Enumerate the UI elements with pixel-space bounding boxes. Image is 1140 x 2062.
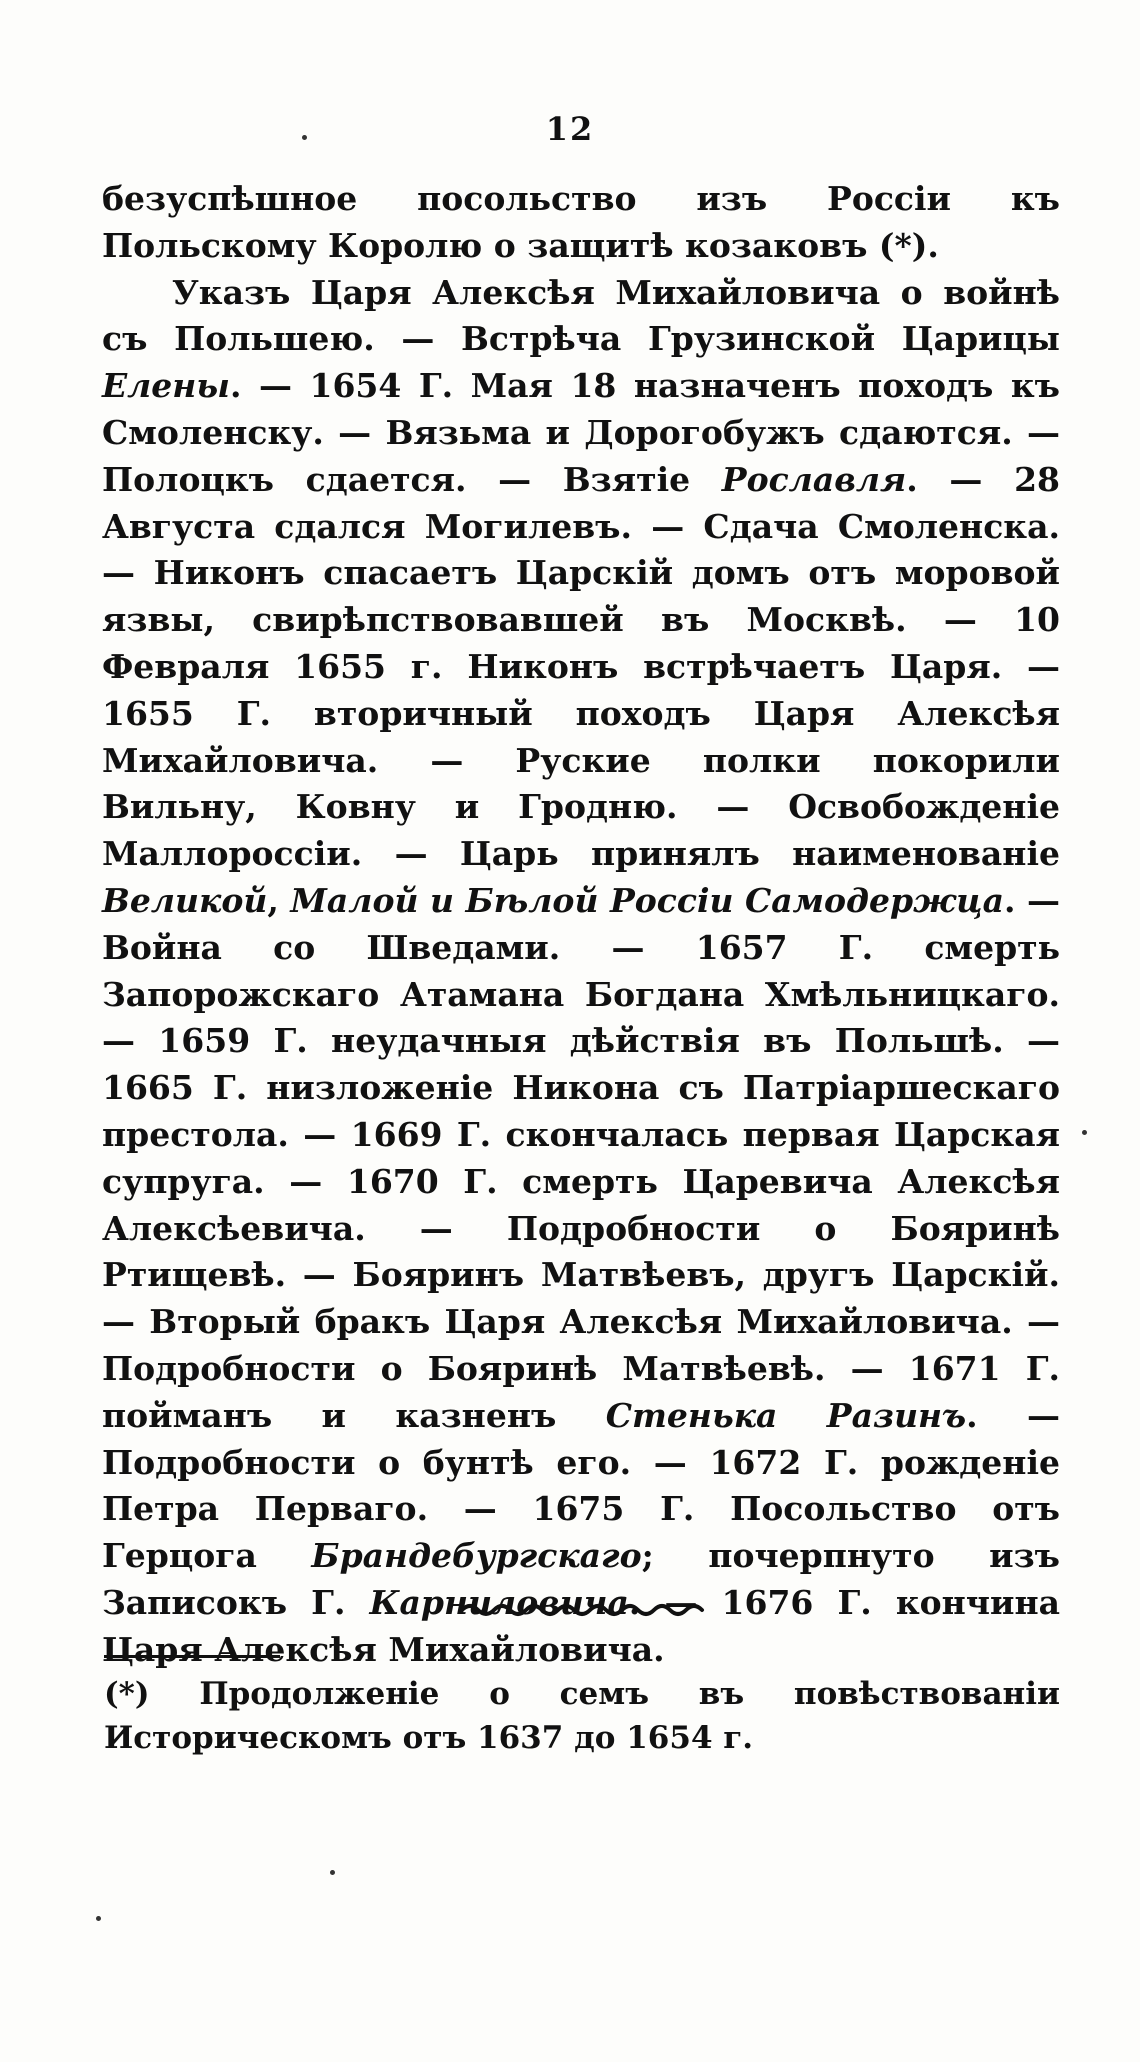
text-segment: Указъ Царя Алексѣя Михайловича о войнѣ съ Польшею. — Встрѣча Грузинской Царицы (102, 272, 1060, 359)
italic-text-segment: Елены (102, 366, 230, 406)
italic-text-segment: Стенька Разинъ (605, 1395, 967, 1435)
print-speck (302, 135, 307, 140)
footnote: (*) Продолженіе о семъ въ повѣствованіи Историческомъ отъ 1637 до 1654 г. (104, 1676, 1060, 1756)
text-segment: . — Подробности о бунтѣ его. — 1672 Г. рожденіе Петра Перваго. — 1675 Г. Посольство отъ Герцога (102, 1395, 1061, 1576)
print-speck (330, 1870, 335, 1875)
print-speck (96, 1916, 101, 1921)
footnote-rule (104, 1655, 280, 1658)
italic-text-segment: Малой и Бѣлой Россіи Самодержца (290, 880, 1005, 920)
body-paragraph (102, 176, 1060, 270)
body-paragraph (102, 270, 1060, 1674)
text-segment: . — 1654 Г. Мая 18 назначенъ походъ къ Смоленску. — Вязьма и Дорогобужъ сдаются. — Полоцкъ сдается. — Взятіе (102, 366, 1060, 499)
ornament-divider (458, 1600, 708, 1620)
italic-text-segment: Карниловича (369, 1582, 629, 1622)
italic-text-segment: Брандебургскаго (311, 1536, 642, 1576)
italic-text-segment: Великой (102, 880, 268, 920)
text-segment: безуспѣшное посольство изъ Россіи къ Польскому Королю о защитѣ козаковъ (*). (102, 179, 1060, 265)
text-segment: . — 1676 Г. кончина Царя Алексѣя Михайловича. (102, 1582, 1061, 1669)
chapter-summary-text (102, 176, 1060, 1674)
text-segment: , (267, 880, 291, 920)
text-segment: . — 28 Августа сдался Могилевъ. — Сдача Смоленска. — Никонъ спасаетъ Царскій домъ отъ моровой язвы, свирѣпствовавшей въ Москвѣ. — 10 Февраля 1655 г. Никонъ встрѣчаетъ Царя. — 1655 Г. вторичный походъ Царя Алексѣя Михайловича. — Руские полки покорили Вильну, Ковну и Гродню. — Освобожденіе Маллороссіи. — Царь принялъ наименованіе (102, 459, 1060, 874)
text-segment: ; почерпнуто изъ Записокъ Г. (102, 1536, 1060, 1622)
italic-text-segment: Рославля (721, 459, 907, 499)
page-number: 12 (545, 110, 595, 148)
text-segment: . — Война со Шведами. — 1657 Г. смерть Запорожскаго Атамана Богдана Хмѣльницкаго. — 1659 Г. неудачныя дѣйствія въ Польшѣ. — 1665 Г. низложеніе Никона съ Патріаршескаго престола. — 1669 Г. скончалась первая Царская супруга. — 1670 Г. смерть Царевича Алексѣя Алексѣевича. — Подробности о Бояринѣ Ртищевѣ. — Бояринъ Матвѣевъ, другъ Царскій. — Вторый бракъ Царя Алексѣя Михайловича. — Подробности о Бояринѣ Матвѣевѣ. — 1671 Г. пойманъ и казненъ (102, 880, 1061, 1435)
print-speck (1082, 1130, 1087, 1135)
